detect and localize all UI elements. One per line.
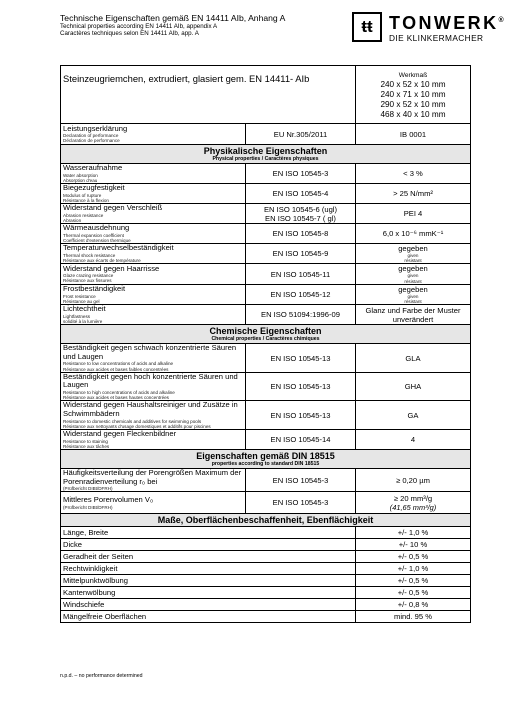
- property-name: Lichtechtheit: [63, 304, 106, 314]
- property-value: gegeben: [398, 244, 428, 253]
- norm-value-2: EN ISO 10545-7 ( gl): [265, 213, 336, 223]
- property-name: Biegezugfestigkeit: [63, 183, 125, 192]
- property-row: [61, 284, 471, 304]
- property-name-cell: [61, 264, 246, 284]
- property-name-translation: Thermal expansion coefficient: [63, 232, 124, 238]
- property-value: ≥ 0,20 µm: [396, 475, 430, 485]
- value-cell: [356, 264, 471, 284]
- property-name: Widerstand gegen Verschleiß: [63, 203, 163, 212]
- norm-cell: [246, 284, 356, 304]
- value-cell: [356, 492, 471, 514]
- dimension-value: +/- 0,8 %: [356, 599, 471, 611]
- header-title-de: Technische Eigenschaften gemäß EN 14411 AIb, Anhang A: [60, 13, 286, 23]
- property-value-translation: résistant: [404, 258, 422, 264]
- property-row: [61, 372, 471, 401]
- property-name-translation: Résistance aux nettoyants d'usage domestiques et additifs pour piscines: [63, 423, 211, 429]
- property-name-cell: [61, 469, 246, 492]
- section-title: Physikalische Eigenschaften: [203, 146, 328, 156]
- declaration-sub-en: Declaration of performance: [63, 133, 119, 139]
- section-title: Eigenschaften gemäß DIN 18515: [196, 451, 335, 461]
- property-name: Häufigkeitsverteilung der Porengrößen Maximum der Porenradienverteilung r₀ bei: [63, 468, 242, 486]
- product-dims-cell: [356, 66, 471, 124]
- norm-value: EN ISO 10545-13: [270, 382, 331, 392]
- norm-cell: [246, 492, 356, 514]
- property-name-translation: Resistance to staining: [63, 438, 108, 444]
- property-name: Widerstand gegen Haarrisse: [63, 263, 160, 273]
- property-name: Beständigkeit gegen hoch konzentrierte Säuren und Laugen: [63, 371, 238, 390]
- section-subtitle: Chemical properties / Caractères chimiques: [211, 336, 320, 343]
- property-name-translation: Abrasion: [63, 217, 82, 223]
- property-name-translation: Résistance aux écarts de température: [63, 258, 141, 263]
- norm-cell: [246, 204, 356, 224]
- property-value: 6,0 x 10⁻⁶ mmK⁻¹: [382, 229, 444, 238]
- property-value-translation: given: [407, 293, 419, 299]
- property-name: Frostbeständigkeit: [63, 284, 126, 294]
- dimension-value: +/- 1,0 %: [356, 563, 471, 575]
- norm-cell: [246, 305, 356, 325]
- value-cell: [356, 469, 471, 492]
- property-name-translation: (Prüfbericht DIBt/DFRH): [63, 504, 113, 510]
- value-cell: [356, 344, 471, 373]
- declaration-row: [61, 124, 471, 145]
- product-title-cell: [61, 66, 356, 124]
- logo-brand-text: TONWERK: [389, 13, 499, 33]
- property-name-translation: Water absorption: [63, 172, 98, 178]
- property-value: GLA: [405, 353, 421, 363]
- dim-4: 468 x 40 x 10 mm: [380, 110, 446, 119]
- property-name-translation: Résistance au gel: [63, 298, 100, 304]
- norm-cell: [246, 264, 356, 284]
- property-name-translation: Resistance to domestic chemicals and additives for swimming pools: [63, 418, 202, 424]
- section-header: [61, 450, 471, 469]
- dimension-label: Rechtwinkligkeit: [61, 563, 356, 575]
- section-header-row: [61, 325, 471, 344]
- property-name-cell: [61, 305, 246, 325]
- footnote: n.p.d. – no performance determined: [60, 673, 143, 679]
- property-name-translation: Frost resistance: [63, 293, 96, 299]
- property-row: [61, 264, 471, 284]
- value-cell: [356, 401, 471, 430]
- werkmass-label: Werkmaß: [398, 72, 428, 79]
- declaration-id: IB 0001: [356, 124, 471, 145]
- dimension-row: [61, 527, 471, 539]
- property-name-translation: Thermal shock resistance: [63, 252, 116, 258]
- norm-cell: [246, 164, 356, 184]
- property-row: [61, 184, 471, 204]
- product-row: [61, 66, 471, 124]
- declaration-sub-fr: Déclaration de performance: [63, 138, 120, 144]
- property-name-cell: [61, 401, 246, 430]
- property-name-translation: Modulus of rupture: [63, 192, 102, 198]
- norm-cell: [246, 372, 356, 401]
- dimensions-title: Maße, Oberflächenbeschaffenheit, Ebenflächigkeit: [157, 515, 374, 526]
- norm-value: EN ISO 10545-12: [270, 290, 331, 300]
- property-name-cell: [61, 492, 246, 514]
- section-header-row: [61, 450, 471, 469]
- dimension-label: Länge, Breite: [61, 527, 356, 539]
- property-row: [61, 244, 471, 264]
- norm-value: EN ISO 10545-3: [272, 169, 329, 178]
- property-name: Widerstand gegen Fleckenbildner: [63, 429, 177, 438]
- section-subtitle: properties according to standard DIN 18515: [211, 461, 320, 467]
- property-name-cell: [61, 244, 246, 264]
- dimension-value: mind. 95 %: [356, 611, 471, 623]
- header-title-en: Technical properties according EN 14411 AIb, appendix A: [60, 23, 218, 30]
- property-name-translation: Coefficient d'extension thermique: [63, 237, 131, 243]
- dim-1: 240 x 52 x 10 mm: [380, 80, 446, 89]
- property-name-cell: [61, 184, 246, 204]
- norm-value: EN ISO 10545-8: [272, 229, 329, 238]
- property-name-translation: Glaze crazing resistance: [63, 273, 114, 279]
- property-name: Wasseraufnahme: [63, 163, 123, 172]
- norm-cell: [246, 244, 356, 264]
- value-cell: [356, 164, 471, 184]
- norm-value: EN ISO 10545-13: [270, 353, 331, 363]
- norm-cell: [246, 344, 356, 373]
- dimension-row: [61, 563, 471, 575]
- property-row: [61, 401, 471, 430]
- dimension-value: +/- 0,5 %: [356, 587, 471, 599]
- declaration-number: EU Nr.305/2011: [246, 124, 356, 145]
- logo-registered: ®: [498, 17, 506, 24]
- dimension-label: Windschiefe: [61, 599, 356, 611]
- property-name-translation: solidité à la lumière: [63, 319, 103, 325]
- property-value: gegeben: [398, 264, 428, 274]
- property-value: ≥ 20 mm³/g: [393, 493, 433, 503]
- norm-value: EN ISO 10545-4: [272, 189, 329, 198]
- dimension-row: [61, 599, 471, 611]
- value-cell: [356, 284, 471, 304]
- value-cell: [356, 204, 471, 224]
- property-name-cell: [61, 284, 246, 304]
- property-value: PEI 4: [403, 209, 423, 218]
- property-value: < 3 %: [403, 169, 423, 178]
- property-name: Mittleres Porenvolumen V₀: [63, 494, 154, 504]
- dimension-row: [61, 575, 471, 587]
- declaration-label: Leistungserklärung: [63, 123, 128, 133]
- tonwerk-logo: [352, 10, 506, 46]
- dimension-value: +/- 10 %: [356, 539, 471, 551]
- dimension-label: Dicke: [61, 539, 356, 551]
- norm-cell: [246, 184, 356, 204]
- property-name: Widerstand gegen Haushaltsreiniger und Zusätze in Schwimmbädern: [63, 400, 238, 418]
- property-row: [61, 204, 471, 224]
- value-cell: [356, 184, 471, 204]
- section-header: [61, 145, 471, 164]
- document-header: [60, 13, 340, 38]
- property-name: Wärmeausdehnung: [63, 223, 130, 232]
- dim-2: 240 x 71 x 10 mm: [380, 90, 446, 99]
- value-cell: [356, 305, 471, 325]
- property-name-translation: Résistance aux fissures: [63, 278, 112, 284]
- property-name-translation: Résistance aux acides et bases faibles concentrées: [63, 366, 169, 372]
- property-value: > 25 N/mm²: [393, 189, 433, 198]
- property-name-translation: Resistance to low concentrations of acids and alkaline: [63, 361, 174, 367]
- property-name-translation: (Prüfbericht DIBt/DFRH): [63, 486, 113, 492]
- property-value: GHA: [404, 382, 422, 392]
- norm-value: EN ISO 51094:1996-09: [261, 310, 340, 320]
- section-title: Chemische Eigenschaften: [209, 326, 322, 337]
- value-cell: [356, 244, 471, 264]
- dimension-label: Mittelpunktwölbung: [61, 575, 356, 587]
- dimensions-header-row: [61, 514, 471, 527]
- dimension-value: +/- 0,5 %: [356, 551, 471, 563]
- logo-subtitle: DIE KLINKERMACHER: [389, 33, 484, 43]
- property-row: [61, 344, 471, 373]
- logo-mark-icon: ŧŧ: [352, 12, 382, 42]
- norm-cell: [246, 469, 356, 492]
- dimension-row: [61, 539, 471, 551]
- dimension-label: Geradheit der Seiten: [61, 551, 356, 563]
- section-subtitle: Physical properties / Caractères physiques: [212, 156, 319, 162]
- dim-3: 290 x 52 x 10 mm: [380, 100, 446, 109]
- dimension-row: [61, 551, 471, 563]
- property-name-translation: Résistance aux tâches: [63, 443, 110, 449]
- value-cell: [356, 372, 471, 401]
- norm-value: EN ISO 10545-13: [270, 410, 331, 420]
- property-value-translation: given: [407, 253, 419, 258]
- property-value: Glanz und Farbe der Muster unverändert: [365, 305, 461, 324]
- norm-value: EN ISO 10545-3: [272, 475, 329, 485]
- property-value: GA: [407, 410, 419, 420]
- property-value: 4: [410, 435, 416, 444]
- property-name-translation: Resistance to high concentrations of acids and alkaline: [63, 390, 175, 395]
- norm-value: EN ISO 10545-14: [270, 435, 331, 444]
- norm-cell: [246, 401, 356, 430]
- property-value-measured: (41,65 mm³/g): [389, 502, 437, 512]
- value-cell: [356, 430, 471, 450]
- table-body: [61, 66, 471, 623]
- norm-value: EN ISO 10545-9: [272, 249, 329, 259]
- dimension-value: +/- 0,5 %: [356, 575, 471, 587]
- property-value-translation: résistant: [404, 299, 422, 305]
- dimension-value: +/- 1,0 %: [356, 527, 471, 539]
- dimension-label: Mängelfreie Oberflächen: [61, 611, 356, 623]
- norm-value: EN ISO 10545-6 (ugl): [263, 204, 338, 214]
- property-name-translation: Résistance à la flexion: [63, 197, 109, 203]
- property-name: Temperaturwechselbeständigkeit: [63, 243, 174, 253]
- norm-value: EN ISO 10545-3: [272, 498, 329, 508]
- product-title: Steinzeugriemchen, extrudiert, glasiert gem. EN 14411- AIb: [63, 73, 310, 84]
- dimensions-header: [61, 514, 471, 527]
- logo-brand: [389, 10, 506, 34]
- property-row: [61, 164, 471, 184]
- dimension-label: Kantenwölbung: [61, 587, 356, 599]
- property-row: [61, 305, 471, 325]
- property-name-cell: [61, 430, 246, 450]
- property-name-cell: [61, 372, 246, 401]
- property-value-translation: résistant: [404, 278, 422, 284]
- property-name: Beständigkeit gegen schwach konzentrierte Säuren und Laugen: [63, 343, 237, 361]
- dimension-row: [61, 611, 471, 623]
- property-value: gegeben: [398, 284, 428, 294]
- section-header: [61, 325, 471, 344]
- property-name-translation: Absorption d'eau: [63, 177, 98, 183]
- property-value-translation: given: [407, 273, 419, 279]
- property-name-cell: [61, 224, 246, 244]
- value-cell: [356, 224, 471, 244]
- dimension-row: [61, 587, 471, 599]
- property-row: [61, 469, 471, 492]
- norm-cell: [246, 430, 356, 450]
- property-row: [61, 492, 471, 514]
- property-name-translation: Lightfastness: [63, 313, 91, 319]
- norm-cell: [246, 224, 356, 244]
- technical-properties-table: [60, 65, 471, 623]
- declaration-label-cell: [61, 124, 246, 145]
- section-header-row: [61, 145, 471, 164]
- property-name-cell: [61, 204, 246, 224]
- property-name-translation: Résistance aux acides et bases hautes concentrées: [63, 395, 169, 401]
- property-row: [61, 224, 471, 244]
- norm-value: EN ISO 10545-11: [270, 269, 331, 279]
- property-name-cell: [61, 344, 246, 373]
- property-row: [61, 430, 471, 450]
- property-name-translation: Abrasion resistance: [63, 212, 104, 218]
- property-name-cell: [61, 164, 246, 184]
- header-title-fr: Caractères techniques selon EN 14411 AIb, app. A: [60, 30, 199, 38]
